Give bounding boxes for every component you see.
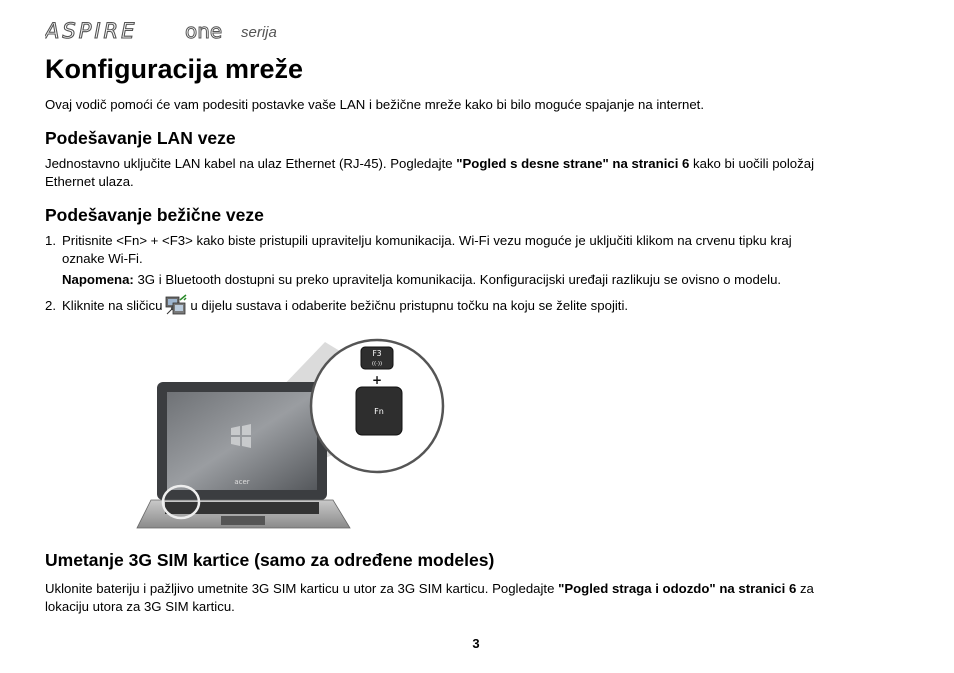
step-2-text-after: u dijelu sustava i odaberite bežičnu pristupnu točku na koju se želite spojiti. (190, 298, 629, 313)
network-tray-icon (165, 294, 187, 316)
fn-key-label: Fn (374, 407, 384, 416)
page-number: 3 (472, 636, 480, 651)
lan-page-reference: "Pogled s desne strane" na stranici 6 (456, 156, 690, 171)
step-2-text: Kliknite na sličicu (62, 298, 163, 313)
step-1-continuation: oznake Wi-Fi. (62, 251, 143, 266)
f3-key-label: F3 (372, 349, 382, 358)
sim-paragraph (45, 580, 925, 616)
wifi-heading: Podešavanje bežične veze (45, 205, 264, 225)
wifi-symbol-icon: ((·)) (371, 361, 383, 367)
page-title: Konfiguracija mreže (45, 54, 304, 84)
laptop-touchpad (221, 516, 265, 525)
lan-text: Jednostavno uključite LAN kabel na ulaz Ethernet (RJ-45). Pogledajte (45, 156, 457, 171)
svg-text:ASPIRE: ASPIRE (45, 20, 138, 42)
sim-text-after: za (796, 581, 814, 596)
note-text: 3G i Bluetooth dostupni su preko upravitelja komunikacija. Konfiguracijski uređaji razlikuju se ovisno o modelu. (133, 272, 782, 287)
note (62, 271, 902, 289)
lan-paragraph (45, 155, 915, 191)
sim-text: Uklonite bateriju i pažljivo umetnite 3G SIM karticu u utor za 3G SIM karticu. Pogledajte (45, 581, 559, 596)
step-number: 1. (45, 233, 56, 248)
laptop-logo: acer (234, 478, 250, 486)
laptop-fn-f3-illustration (135, 330, 450, 535)
lan-text-line2: Ethernet ulaza. (45, 174, 134, 189)
wifi-step-2 (45, 295, 885, 317)
sim-heading: Umetanje 3G SIM kartice (samo za određene modeles) (45, 550, 495, 570)
aspire-one-logo (45, 20, 235, 42)
intro-paragraph: Ovaj vodič pomoći će vam podesiti postavke vaše LAN i bežične mreže kako bi bilo moguće spajanje na internet. (45, 97, 704, 112)
step-number: 2. (45, 298, 56, 313)
series-label: serija (241, 23, 277, 41)
lan-heading: Podešavanje LAN veze (45, 128, 236, 148)
sim-text-line2: lokaciju utora za 3G SIM karticu. (45, 599, 235, 614)
svg-text:one: one (185, 20, 223, 42)
lan-text-after: kako bi uočili položaj (689, 156, 814, 171)
wifi-step-1 (45, 232, 885, 250)
step-1-text: Pritisnite <Fn> + <F3> kako biste pristupili upravitelju komunikacija. Wi-Fi vezu moguće je uključiti klikom na crvenu tipku kraj (62, 233, 792, 248)
brand-header (45, 20, 277, 42)
sim-page-reference: "Pogled straga i odozdo" na stranici 6 (558, 581, 797, 596)
laptop-keyboard (165, 502, 319, 514)
plus-sign: + (371, 373, 383, 387)
note-label: Napomena: (62, 272, 134, 287)
